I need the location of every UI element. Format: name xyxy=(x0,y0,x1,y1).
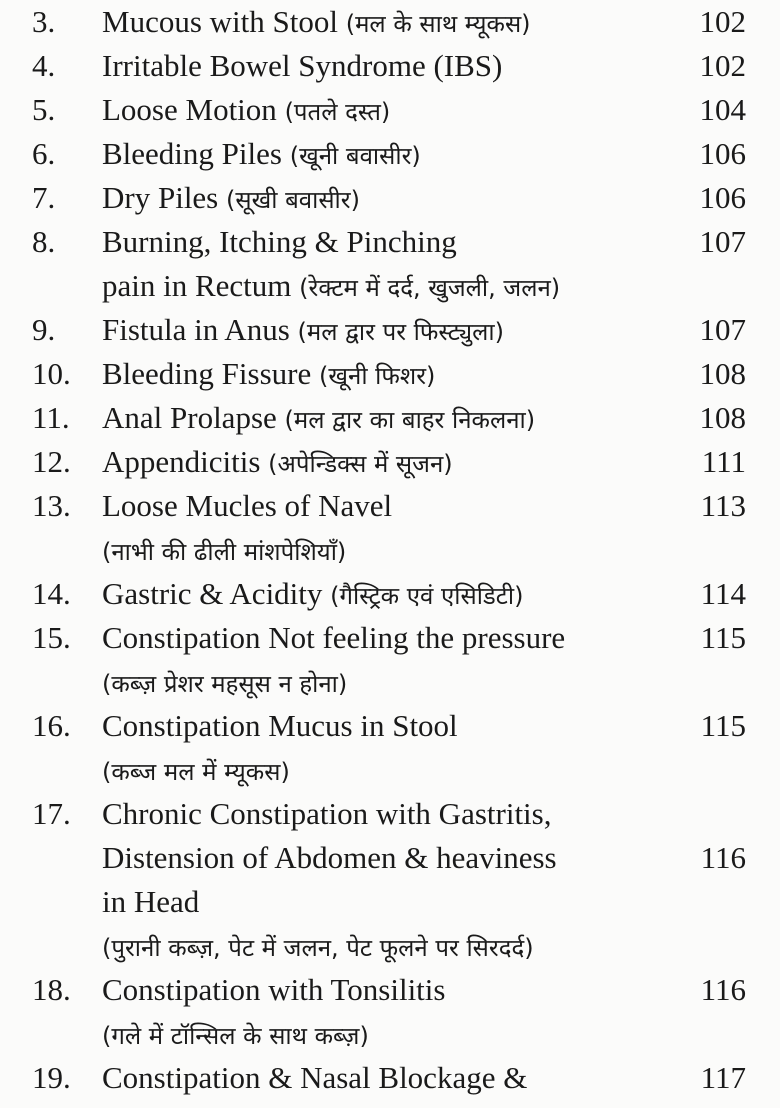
entry-number: 7. xyxy=(32,180,56,215)
entry-number: 4. xyxy=(32,48,56,83)
entry-number: 8. xyxy=(32,224,56,259)
entry-title-english: Loose Motion xyxy=(102,92,285,127)
entry-page-number: 106 xyxy=(699,136,746,171)
entry-title-english: Distension of Abdomen & heaviness xyxy=(102,840,557,875)
entry-page-number: 113 xyxy=(700,488,746,523)
entry-title-english: Irritable Bowel Syndrome (IBS) xyxy=(102,48,503,83)
entry-page-number: 106 xyxy=(699,180,746,215)
entry-title-english: Gastric & Acidity xyxy=(102,576,331,611)
entry-number: 19. xyxy=(32,1060,71,1095)
entry-title-hindi: (मल द्वार का बाहर निकलना) xyxy=(284,406,536,434)
entry-page-number: 115 xyxy=(700,708,746,743)
entry-title-english: Bleeding Piles xyxy=(102,136,290,171)
entry-title-english: Constipation with Tonsilitis xyxy=(102,972,446,1007)
entry-page-number: 115 xyxy=(700,620,746,655)
entry-title-english: Anal Prolapse xyxy=(102,400,285,435)
entry-title-line xyxy=(102,132,421,178)
entry-page-number: 114 xyxy=(700,576,746,611)
entry-number: 5. xyxy=(32,92,56,127)
entry-title-english: Constipation Not feeling the pressure xyxy=(102,620,566,655)
entry-number: 10. xyxy=(32,356,71,391)
entry-title-hindi: (गले में टॉन्सिल के साथ कब्ज़) xyxy=(102,1022,369,1050)
entry-title-line xyxy=(102,528,346,574)
entry-number: 11. xyxy=(32,400,70,435)
entry-title-hindi: (मल द्वार पर फिस्ट्युला) xyxy=(297,318,504,346)
entry-title-line xyxy=(102,484,392,528)
entry-title-english: Dry Piles xyxy=(102,180,226,215)
entry-number: 3. xyxy=(32,4,56,39)
entry-title-hindi: (पुरानी कब्ज़, पेट में जलन, पेट फूलने पर सिरदर्द) xyxy=(102,934,534,962)
entry-number: 16. xyxy=(32,708,71,743)
entry-title-hindi: (नाभी की ढीली मांशपेशियाँ) xyxy=(102,538,347,566)
entry-page-number: 116 xyxy=(700,840,746,875)
entry-title-line xyxy=(102,748,290,794)
entry-title-hindi: (कब्ज़ प्रेशर महसूस न होना) xyxy=(102,670,348,698)
entry-title-line xyxy=(102,88,390,134)
entry-title-line xyxy=(102,176,360,222)
entry-title-english: Loose Mucles of Navel xyxy=(102,488,393,523)
entry-title-english: Constipation & Nasal Blockage & xyxy=(102,1060,528,1095)
entry-title-line xyxy=(102,264,560,310)
entry-title-line xyxy=(102,0,531,46)
entry-title-hindi: (गैस्ट्रिक एवं एसिडिटी) xyxy=(330,582,524,610)
entry-page-number: 107 xyxy=(699,224,746,259)
entry-title-line xyxy=(102,704,458,748)
entry-title-english: Chronic Constipation with Gastritis, xyxy=(102,796,552,831)
entry-number: 12. xyxy=(32,444,71,479)
entry-page-number: 117 xyxy=(700,1060,746,1095)
entry-title-hindi: (मल के साथ म्यूकस) xyxy=(345,10,531,38)
entry-title-hindi: (कब्ज मल में म्यूकस) xyxy=(102,758,290,786)
entry-page-number: 107 xyxy=(699,312,746,347)
entry-title-line xyxy=(102,572,523,618)
entry-page-number: 111 xyxy=(701,444,746,479)
entry-title-line xyxy=(102,1012,369,1058)
entry-title-english: Constipation Mucus in Stool xyxy=(102,708,458,743)
entry-number: 9. xyxy=(32,312,56,347)
entry-title-hindi: (पतले दस्त) xyxy=(284,98,391,126)
entry-title-line xyxy=(102,836,557,880)
entry-title-line xyxy=(102,792,552,836)
entry-title-line xyxy=(102,924,534,970)
entry-page-number: 104 xyxy=(699,92,746,127)
entry-title-english: in Head xyxy=(102,884,200,919)
entry-number: 13. xyxy=(32,488,71,523)
entry-title-hindi: (खूनी बवासीर) xyxy=(289,142,421,170)
entry-title-hindi: (सूखी बवासीर) xyxy=(226,186,360,214)
entry-title-english: Fistula in Anus xyxy=(102,312,298,347)
entry-page-number: 102 xyxy=(699,48,746,83)
entry-title-line xyxy=(102,396,535,442)
entry-title-line xyxy=(102,1056,527,1100)
entry-number: 18. xyxy=(32,972,71,1007)
entry-page-number: 102 xyxy=(699,4,746,39)
entry-title-line xyxy=(102,308,504,354)
entry-title-hindi: (खूनी फिशर) xyxy=(319,362,436,390)
entry-number: 17. xyxy=(32,796,71,831)
entry-title-line xyxy=(102,220,457,264)
entry-title-line xyxy=(102,660,347,706)
entry-page-number: 116 xyxy=(700,972,746,1007)
entry-number: 6. xyxy=(32,136,56,171)
entry-title-line xyxy=(102,616,565,660)
entry-number: 14. xyxy=(32,576,71,611)
entry-title-english: Bleeding Fissure xyxy=(102,356,319,391)
entry-title-line xyxy=(102,880,199,924)
entry-title-english: Appendicitis xyxy=(102,444,269,479)
entry-title-english: Mucous with Stool xyxy=(102,4,346,39)
entry-page-number: 108 xyxy=(699,356,746,391)
entry-title-english: Burning, Itching & Pinching xyxy=(102,224,457,259)
entry-title-line xyxy=(102,968,445,1012)
entry-page-number: 108 xyxy=(699,400,746,435)
entry-number: 15. xyxy=(32,620,71,655)
entry-title-english: pain in Rectum xyxy=(102,268,300,303)
entry-title-line xyxy=(102,44,502,88)
entry-title-hindi: (रेक्टम में दर्द, खुजली, जलन) xyxy=(299,274,561,302)
entry-title-line xyxy=(102,352,435,398)
entry-title-hindi: (अपेन्डिक्स में सूजन) xyxy=(268,450,453,478)
entry-title-line xyxy=(102,440,453,486)
